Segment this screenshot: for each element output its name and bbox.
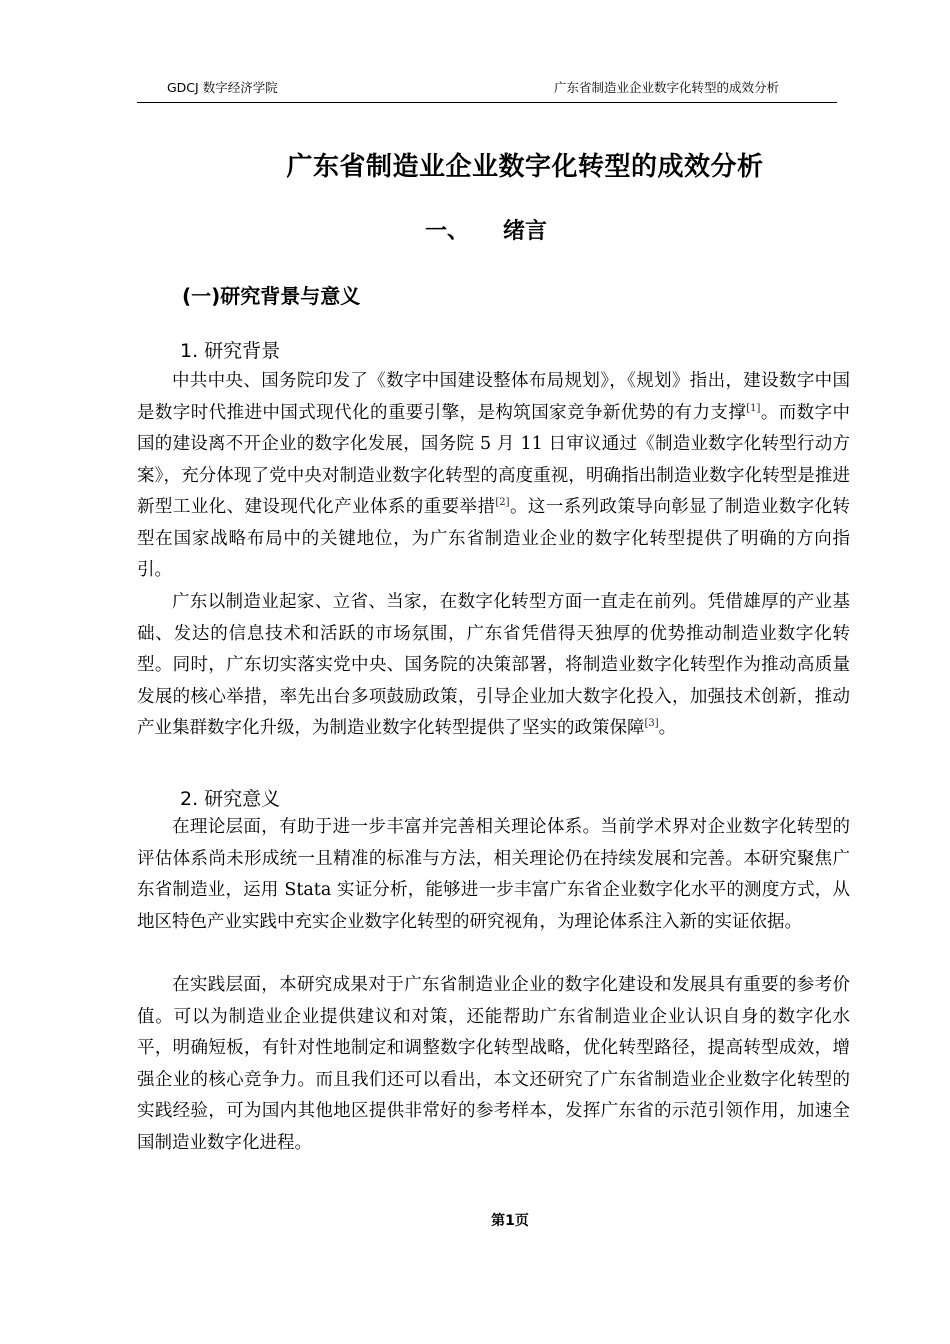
- significance-paragraph-2: 在实践层面，本研究成果对于广东省制造业企业的数字化建设和发展具有重要的参考价值。可以为制造业企业提供建议和对策，还能帮助广东省制造业企业认识自身的数字化水平，明确短板，有针对性地制定和调整数字化转型战略，优化转型路径，提高转型成效，增强企业的核心竞争力。而且我们还可以看出，本文还研究了广东省制造业企业数字化转型的实践经验，可为国内其他地区提供非常好的参考样本，发挥广东省的示范引领作用，加速全国制造业数字化进程。: [137, 975, 850, 1153]
- header-right-text: 广东省制造业企业数字化转型的成效分析: [553, 80, 779, 95]
- background-p2-text-b: 。: [658, 718, 677, 738]
- background-p1-text-c: 。这一系列政策导向彰显了制造业数字化转型在国家战略布局中的关键地位，为广东省制造业企业的数字化转型提供了明确的方向指引。: [137, 497, 851, 580]
- section-label: 绪言: [503, 219, 548, 244]
- section-number: 一、: [425, 219, 470, 244]
- citation-ref-3[interactable]: [3]: [644, 718, 659, 729]
- background-p1-text-b: 。而数字中国的建设离不开企业的数字化发展，国务院 5 月 11 日审议通过《制造业数字化转型行动方案》，充分体现了党中央对制造业数字化转型的高度重视，明确指出制造业数字化转型是推进新型工业化、建设现代化产业体系的重要举措: [137, 402, 850, 517]
- page-number: 第1页: [491, 1213, 529, 1229]
- background-paragraph-2: [137, 587, 850, 745]
- page-header: [137, 76, 837, 103]
- background-p2-text-a: 广东以制造业起家、立省、当家，在数字化转型方面一直走在前列。凭借雄厚的产业基础、发达的信息技术和活跃的市场氛围，广东省凭借得天独厚的优势推动制造业数字化转型。同时，广东切实落实党中央、国务院的决策部署，将制造业数字化转型作为推动高质量发展的核心举措，率先出台多项鼓励政策，引导企业加大数字化投入，加强技术创新，推动产业集群数字化升级，为制造业数字化转型提供了坚实的政策保障: [137, 592, 850, 738]
- significance-paragraph-1: 在理论层面，有助于进一步丰富并完善相关理论体系。当前学术界对企业数字化转型的评估体系尚未形成统一且精准的标准与方法，相关理论仍在持续发展和完善。本研究聚焦广东省制造业，运用 Stata 实证分析，能够进一步丰富广东省企业数字化水平的测度方式，从地区特色产业实践中充实企业数字化转型的研究视角，为理论体系注入新的实证依据。: [137, 817, 850, 932]
- header-left-text: GDCJ 数字经济学院: [167, 80, 278, 95]
- citation-ref-2[interactable]: [2]: [495, 497, 510, 508]
- research-significance-heading: 2. 研究意义: [180, 788, 281, 810]
- subsection-heading: (一)研究背景与意义: [182, 284, 361, 308]
- research-background-heading: 1. 研究背景: [180, 340, 281, 362]
- background-paragraph-1: [137, 366, 850, 587]
- section-heading: [425, 214, 547, 245]
- document-title: 广东省制造业企业数字化转型的成效分析: [286, 152, 764, 182]
- citation-ref-1[interactable]: [1]: [746, 402, 761, 414]
- background-p1-text-a: 中共中央、国务院印发了《数字中国建设整体布局规划》，《规划》指出，建设数字中国是数字时代推进中国式现代化的重要引擎，是构筑国家竞争新优势的有力支撑: [137, 371, 850, 423]
